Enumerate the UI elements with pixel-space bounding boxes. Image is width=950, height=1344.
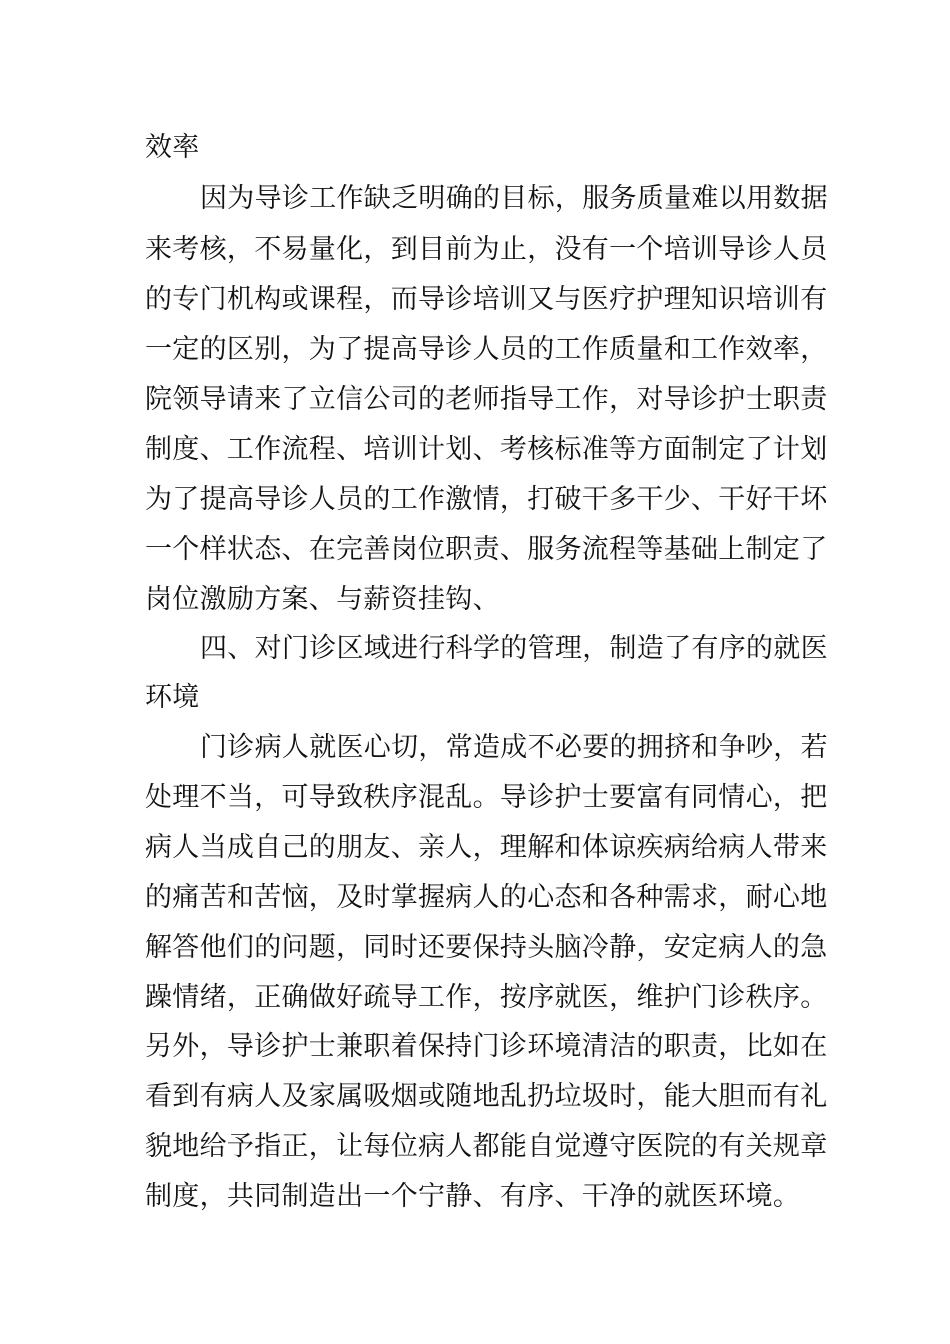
text-line: 一个样状态、在完善岗位职责、服务流程等基础上制定了 [145,534,828,565]
text-line: 院领导请来了立信公司的老师指导工作，对导诊护士职责 [145,384,828,415]
text-line: 的专门机构或课程，而导诊培训又与医疗护理知识培训有 [145,284,828,315]
text-line: 病人当成自己的朋友、亲人，理解和体谅疾病给病人带来 [145,832,828,863]
text-line: 制度，共同制造出一个宁静、有序、干净的就医环境。 [145,1181,801,1212]
text-line: 效率 [145,132,200,163]
text-line: 的痛苦和苦恼，及时掌握病人的心态和各种需求，耐心地 [145,882,828,913]
text-line: 制度、工作流程、培训计划、考核标准等方面制定了计划 [145,434,828,465]
text-line: 为了提高导诊人员的工作激情，打破干多干少、干好干坏 [145,484,828,515]
text-line: 躁情绪，正确做好疏导工作，按序就医，维护门诊秩序。 [145,982,828,1013]
text-line: 来考核，不易量化，到目前为止，没有一个培训导诊人员 [145,234,828,265]
text-line: 岗位激励方案、与薪资挂钩、 [145,584,500,615]
section-heading: 环境 [145,682,200,713]
section-heading: 四、对门诊区域进行科学的管理，制造了有序的就医 [200,633,828,664]
text-line: 处理不当，可导致秩序混乱。导诊护士要富有同情心，把 [145,782,828,813]
text-line: 貌地给予指正，让每位病人都能自觉遵守医院的有关规章 [145,1131,828,1162]
text-line: 门诊病人就医心切，常造成不必要的拥挤和争吵，若 [200,732,828,763]
text-line: 因为导诊工作缺乏明确的目标，服务质量难以用数据 [200,183,828,214]
text-line: 看到有病人及家属吸烟或随地乱扔垃圾时，能大胆而有礼 [145,1081,828,1112]
text-line: 一定的区别，为了提高导诊人员的工作质量和工作效率， [145,334,828,365]
text-line: 另外，导诊护士兼职着保持门诊环境清洁的职责，比如在 [145,1031,828,1062]
text-line: 解答他们的问题，同时还要保持头脑冷静，安定病人的急 [145,932,828,963]
